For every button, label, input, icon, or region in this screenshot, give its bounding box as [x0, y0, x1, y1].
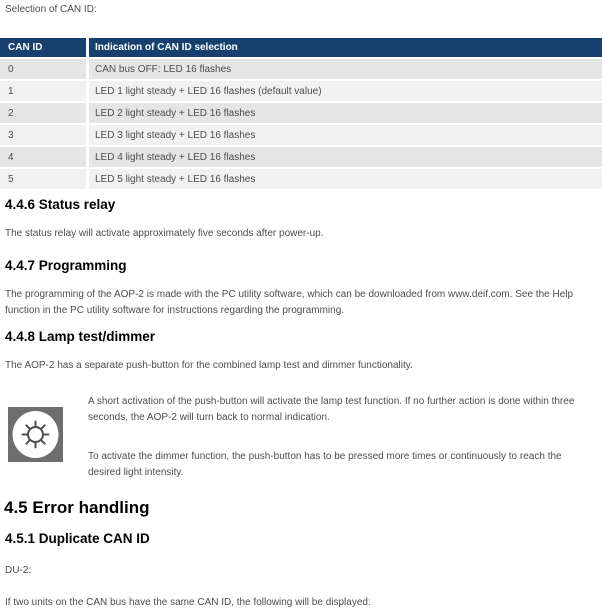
note-dimmer: To activate the dimmer function, the push-button has to be pressed more times or continuously to reach the desired light intensity.: [88, 451, 562, 478]
paragraph-programming: The programming of the AOP-2 is made with the PC utility software, which can be downloaded from www.deif.com. See the Help function in the PC utility software for instructions regarding the programming.: [5, 289, 574, 316]
header-cell-indication: Indication of CAN ID selection: [89, 38, 602, 57]
paragraph-status-relay: The status relay will activate approximately five seconds after power-up.: [5, 228, 324, 239]
cell-can-id: 3: [0, 125, 86, 145]
can-id-table: [0, 38, 602, 191]
device-label-du2: DU-2:: [5, 565, 32, 576]
heading-status-relay: 4.4.6 Status relay: [5, 197, 116, 212]
table-header-row: [0, 38, 602, 57]
note-lamp-test: A short activation of the push-button will activate the lamp test function. If no further action is done within three seconds, the AOP-2 will turn back to normal indication.: [88, 396, 575, 423]
paragraph-lamp-test-dimmer: The AOP-2 has a separate push-button for the combined lamp test and dimmer functionality.: [5, 360, 413, 371]
table-row: [0, 81, 602, 101]
heading-lamp-test-dimmer: 4.4.8 Lamp test/dimmer: [5, 329, 156, 344]
heading-programming: 4.4.7 Programming: [5, 258, 127, 273]
table-row: [0, 103, 602, 123]
table-row: [0, 147, 602, 167]
table-row: [0, 169, 602, 189]
cell-can-id: 4: [0, 147, 86, 167]
paragraph-duplicate-can-id: If two units on the CAN bus have the same CAN ID, the following will be displayed:: [5, 597, 371, 608]
cell-indication: LED 4 light steady + LED 16 flashes: [89, 147, 602, 167]
cell-indication: LED 2 light steady + LED 16 flashes: [89, 103, 602, 123]
intro-line: Selection of CAN ID:: [5, 4, 97, 15]
table-row: [0, 59, 602, 79]
sun-dimmer-icon: [8, 407, 63, 462]
table-row: [0, 125, 602, 145]
cell-can-id: 0: [0, 59, 86, 79]
header-cell-can-id: CAN ID: [0, 38, 86, 57]
heading-error-handling: 4.5 Error handling: [4, 498, 150, 517]
cell-indication: CAN bus OFF: LED 16 flashes: [89, 59, 602, 79]
cell-can-id: 5: [0, 169, 86, 189]
cell-indication: LED 5 light steady + LED 16 flashes: [89, 169, 602, 189]
table-body: [0, 59, 602, 189]
cell-indication: LED 3 light steady + LED 16 flashes: [89, 125, 602, 145]
lamp-test-dimmer-icon-tile: [8, 407, 63, 462]
cell-can-id: 1: [0, 81, 86, 101]
cell-indication: LED 1 light steady + LED 16 flashes (default value): [89, 81, 602, 101]
heading-duplicate-can-id: 4.5.1 Duplicate CAN ID: [5, 531, 150, 546]
cell-can-id: 2: [0, 103, 86, 123]
